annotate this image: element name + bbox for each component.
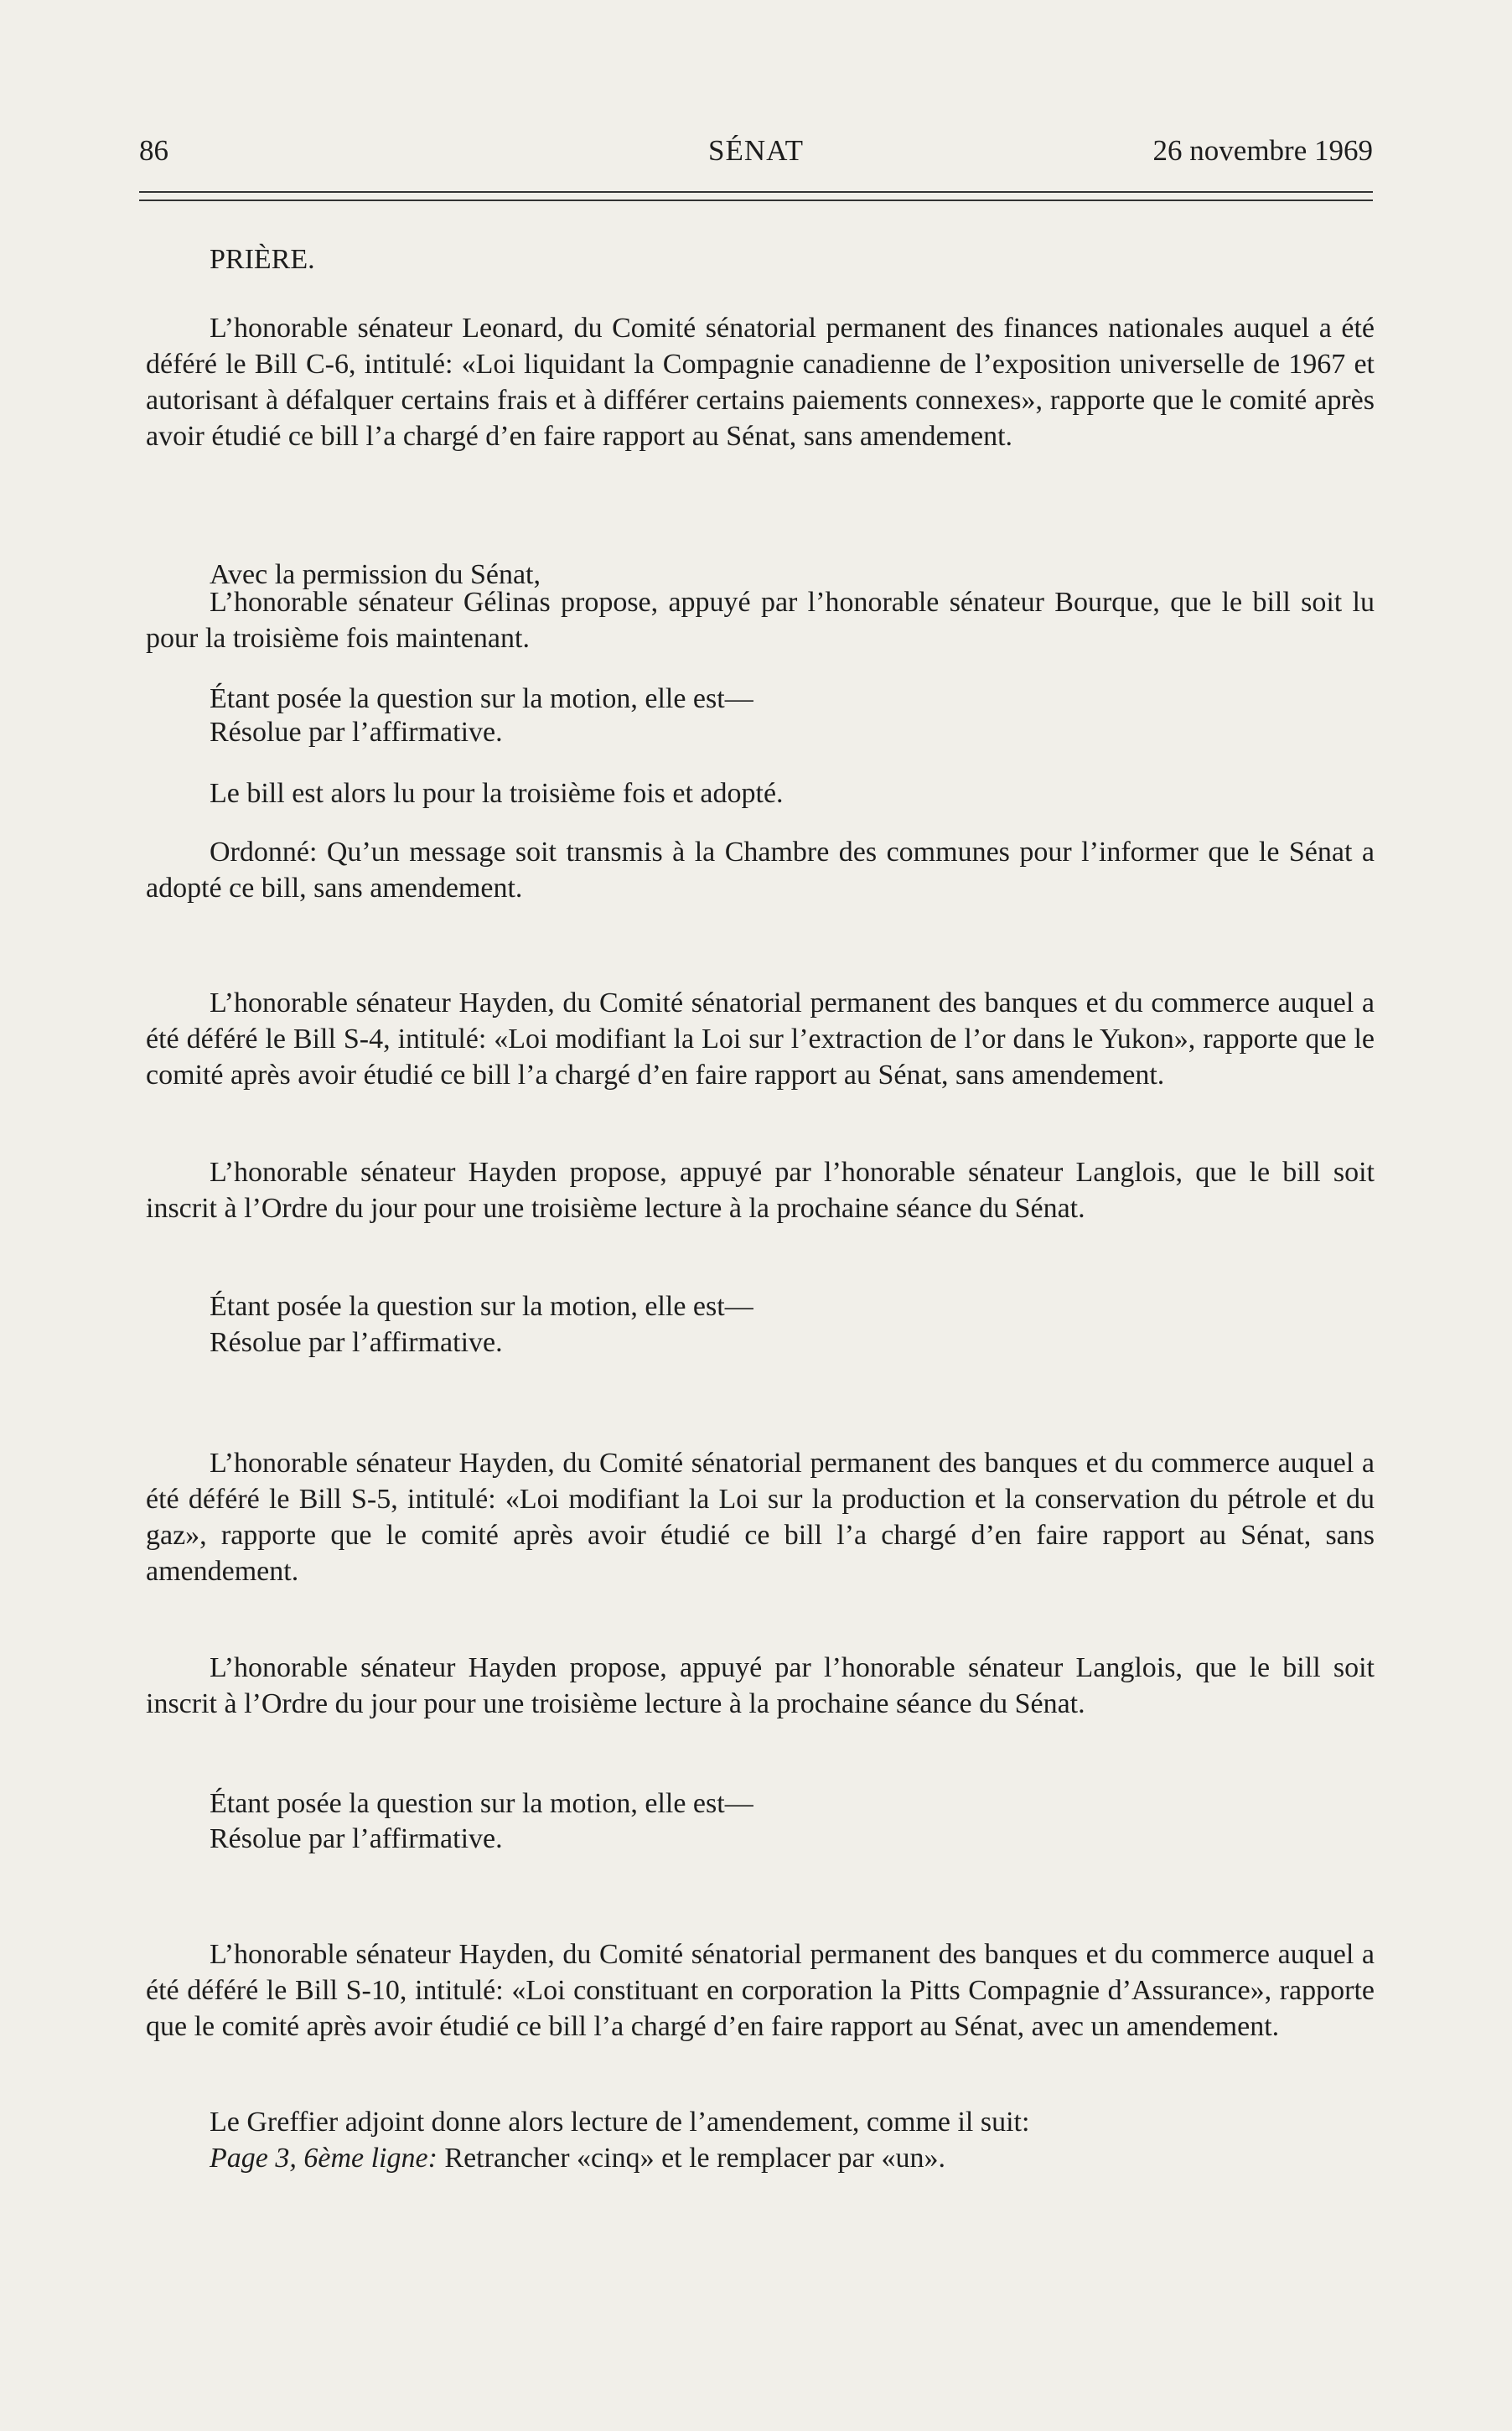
paragraph-amendment-reading: Le Greffier adjoint donne alors lecture de l’amendement, comme il suit: <box>210 2107 1030 2138</box>
question-line-1: Étant posée la question sur la motion, elle est— <box>210 683 753 714</box>
paragraph-hayden-report-s5: L’honorable sénateur Hayden, du Comité sénatorial permanent des banques et du commerce auquel a été déféré le Bill S-5, intitulé: «Loi modifiant la Loi sur la production et la conservation du pétrole et du gaz», rapporte que le comité après avoir étudié ce bill l’a chargé d’en faire rapport au Sénat, sans amendement. <box>146 1448 1375 1587</box>
paragraph-third-reading: Le bill est alors lu pour la troisième fois et adopté. <box>210 778 784 809</box>
paragraph-gelinas-motion: L’honorable sénateur Gélinas propose, appuyé par l’honorable sénateur Bourque, que le bill soit lu pour la troisième fois maintenant. <box>146 587 1375 654</box>
page-date: 26 novembre 1969 <box>1152 134 1373 167</box>
resolution-line-3: Résolue par l’affirmative. <box>210 1823 503 1854</box>
page-number: 86 <box>139 134 168 167</box>
resolution-line-2: Résolue par l’affirmative. <box>210 1327 503 1358</box>
page-header <box>139 134 1373 181</box>
question-line-2: Étant posée la question sur la motion, elle est— <box>210 1291 753 1322</box>
paragraph-permission: Avec la permission du Sénat, <box>210 559 541 590</box>
header-rule-top <box>139 191 1373 193</box>
question-line-3: Étant posée la question sur la motion, elle est— <box>210 1788 753 1819</box>
priere-heading: PRIÈRE. <box>210 244 315 275</box>
amendment-reference: Page 3, 6ème ligne: <box>210 2143 438 2174</box>
header-rule-bottom <box>139 200 1373 201</box>
amendment-line <box>210 2140 1375 2176</box>
resolution-line-1: Résolue par l’affirmative. <box>210 717 503 748</box>
paragraph-hayden-motion-s4: L’honorable sénateur Hayden propose, appuyé par l’honorable sénateur Langlois, que le bill soit inscrit à l’Ordre du jour pour une troisième lecture à la prochaine séance du Sénat. <box>146 1157 1375 1224</box>
paragraph-leonard-report: L’honorable sénateur Leonard, du Comité sénatorial permanent des finances nationales auquel a été déféré le Bill C-6, intitulé: «Loi liquidant la Compagnie canadienne de l’exposition universelle de 1967 et autorisant à défalquer certains frais et à différer certains paiements connexes», rapporte que le comité après avoir étudié ce bill l’a chargé d’en faire rapport au Sénat, sans amendement. <box>146 313 1375 452</box>
paragraph-hayden-report-s10: L’honorable sénateur Hayden, du Comité sénatorial permanent des banques et du commerce auquel a été déféré le Bill S-10, intitulé: «Loi constituant en corporation la Pitts Compagnie d’Assurance», rapporte que le comité après avoir étudié ce bill l’a chargé d’en faire rapport au Sénat, avec un amendement. <box>146 1939 1375 2042</box>
amendment-text: Retrancher «cinq» et le remplacer par «un». <box>437 2143 945 2174</box>
paragraph-hayden-motion-s5: L’honorable sénateur Hayden propose, appuyé par l’honorable sénateur Langlois, que le bill soit inscrit à l’Ordre du jour pour une troisième lecture à la prochaine séance du Sénat. <box>146 1652 1375 1719</box>
paragraph-hayden-report-s4: L’honorable sénateur Hayden, du Comité sénatorial permanent des banques et du commerce auquel a été déféré le Bill S-4, intitulé: «Loi modifiant la Loi sur l’extraction de l’or dans le Yukon», rapporte que le comité après avoir étudié ce bill l’a chargé d’en faire rapport au Sénat, sans amendement. <box>146 987 1375 1091</box>
paragraph-message-ordered: Ordonné: Qu’un message soit transmis à la Chambre des communes pour l’informer que le Sénat a adopté ce bill, sans amendement. <box>146 837 1375 904</box>
page-title: SÉNAT <box>708 134 804 167</box>
